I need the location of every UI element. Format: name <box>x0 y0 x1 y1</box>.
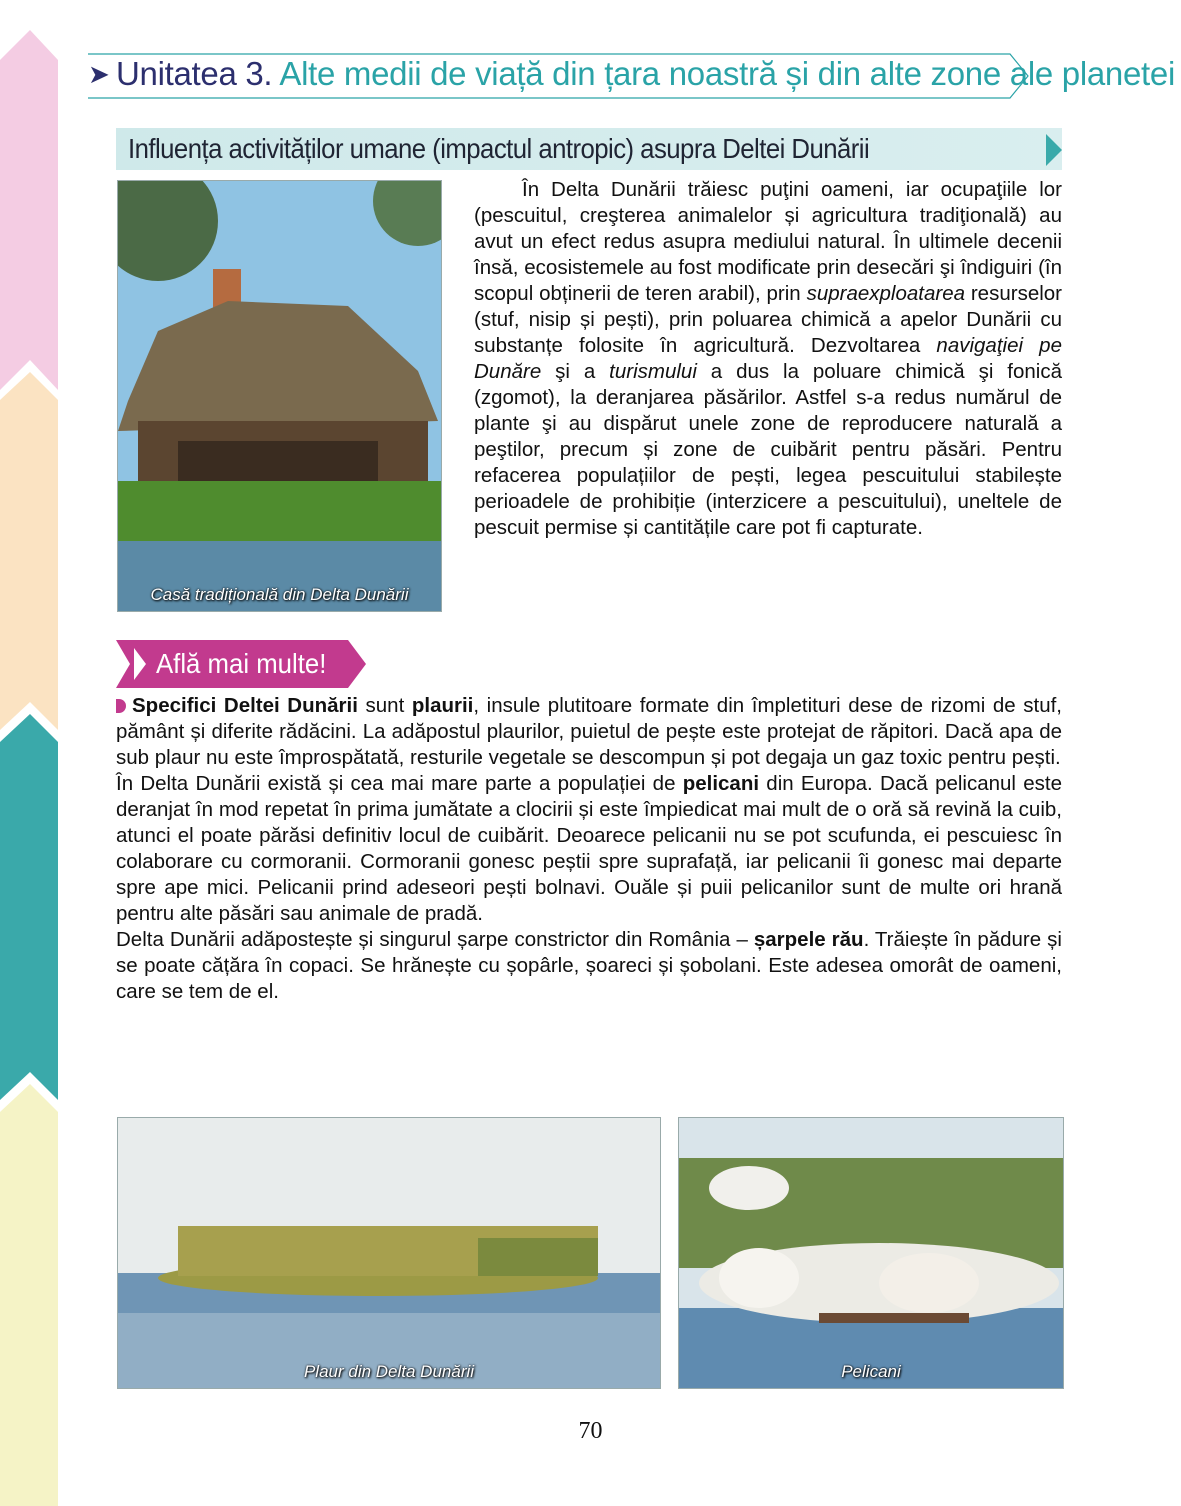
section-title: Influența activităților umane (impactul antropic) asupra Deltei Dunării <box>128 133 870 164</box>
teal-tab <box>0 714 58 1100</box>
unit-label: Unitatea 3. <box>116 55 273 92</box>
bold-run: șarpele rău <box>753 928 864 951</box>
page-number: 70 <box>578 1418 603 1444</box>
bold-run: Specifici Deltei Dunării <box>132 694 358 717</box>
text-run: şi a <box>541 360 610 383</box>
plaur-photo <box>117 1117 661 1389</box>
text-run: Delta Dunării adăpostește și singurul șarpe constrictor din România – <box>116 928 754 951</box>
text-run: . Trăiește în pădure și se poate cățăra în copaci. Se hrănește cu șopârle, șoareci și șobolani. Este adesea omorât de oameni, care se tem de el. <box>116 928 1062 1003</box>
snake-paragraph <box>116 927 1062 1005</box>
plaur-paragraph <box>116 693 1062 771</box>
bold-run: plaurii <box>411 694 474 717</box>
pelicans-caption: Pelicani <box>841 1362 901 1381</box>
text-run: , insule plutitoare formate din împletituri dese de rizomi de stuf, pământ și diferite rădăcini. La adăpostul plaurilor, puietul de pește este protejat de răpitori. Dacă apa de sub plaur nu este împrospătată, resturile vegetale se descompun și pot degaja un gaz toxic pentru pești. <box>116 694 1062 769</box>
text-run: În Delta Dunării trăiesc puţini oameni, iar ocupaţiile lor (pescuitul, creşterea animalelor și agricultura tradiţională) au avut un efect redus asupra mediului natural. În ultimele decenii însă, ecosistemele au fost modificate prin desecări şi îndiguiri (în scopul obținerii de teren arabil), prin <box>474 178 1062 305</box>
section-arrow-icon <box>1046 134 1064 166</box>
pelican-paragraph <box>116 771 1062 927</box>
text-run: din Europa. Dacă pelicanul este deranjat în mod repetat în prima jumătate a clocirii și este împiedicat mai mult de o oră să revină la cuib, atunci el poate părăsi definitiv locul de cuibărit. Deoarece pelicanii nu se pot scufunda, ei pescuiesc în colaborare cu cormoranii. Cormoranii gonesc peștii spre suprafață, iar pelicanii îi gonesc mai departe spre ape mici. Pelicanii prind adeseori pești bolnavi. Ouăle și puii pelicanilor sunt de multe ori hrană pentru alte păsări sau animale de pradă. <box>116 772 1062 925</box>
unit-header <box>88 40 1175 112</box>
emphasis-run: supraexploatarea <box>806 282 965 305</box>
bold-run: pelicani <box>682 772 760 795</box>
text-run: În Delta Dunării există și cea mai mare parte a populației de <box>116 772 683 795</box>
bullet-icon <box>116 699 126 713</box>
section-header <box>116 128 1062 170</box>
main-paragraph <box>474 177 1062 541</box>
emphasis-run: navigaţiei pe Dunăre <box>474 334 1062 383</box>
emphasis-run: turismului <box>609 360 697 383</box>
text-run: sunt <box>357 694 412 717</box>
peach-tab <box>0 372 58 730</box>
house-caption: Casă tradițională din Delta Dunării <box>150 585 409 604</box>
pelicans-photo <box>678 1117 1064 1389</box>
plaur-caption: Plaur din Delta Dunării <box>303 1362 475 1381</box>
learn-more-text <box>116 693 1062 1005</box>
learn-more-title: Află mai multe! <box>156 648 327 679</box>
text-run: a dus la poluare chimică şi fonică (zgomot), la deranjarea păsărilor. Astfel s-a redus numărul de plante şi au dispărut unele zone de reproducere naturală a peştilor, precum și zone de cuibărit pentru păsări. Pentru refacerea populațiilor de pești, legea pescuitului stabilește perioadele de prohibiție (interzicere a pescuitului), uneltele de pescuit permise și cantitățile care pot fi capturate. <box>474 360 1062 539</box>
unit-arrow-icon: ➤ <box>88 59 110 89</box>
unit-title <box>88 54 1175 94</box>
house-image <box>118 181 441 611</box>
edge-tabs <box>0 0 60 1506</box>
learn-more-box <box>116 640 366 688</box>
unit-title-text: Alte medii de viață din țara noastră și din alte zone ale planetei <box>279 55 1175 92</box>
text-run: resurselor (stuf, nisip și pești), prin poluarea chimică a apelor Dunării cu substanțe folosite în agricultură. Dezvoltarea <box>474 282 1062 357</box>
plaur-image <box>118 1118 660 1388</box>
pelicans-image <box>679 1118 1063 1388</box>
pink-tab <box>0 30 58 390</box>
house-photo <box>117 180 442 612</box>
